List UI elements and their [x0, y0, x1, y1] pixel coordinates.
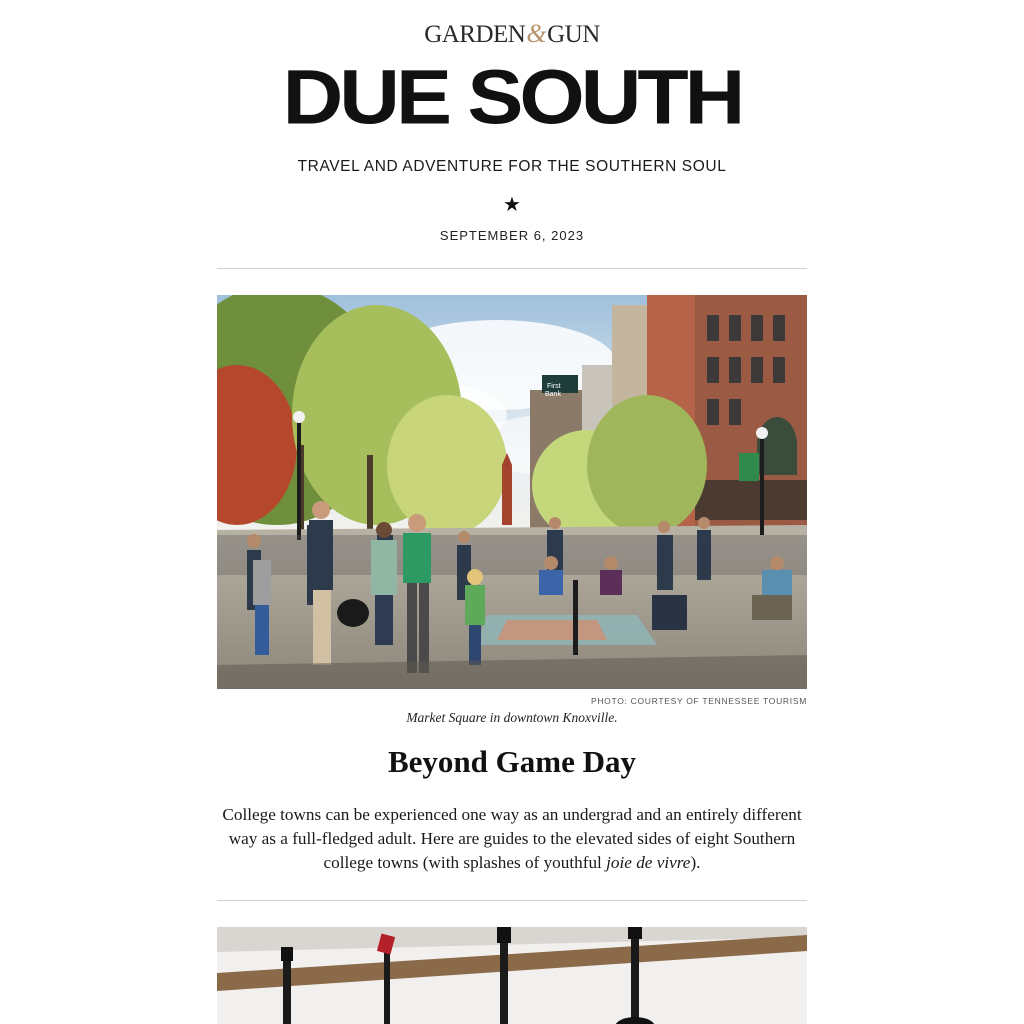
newsletter-tagline: TRAVEL AND ADVENTURE FOR THE SOUTHERN SOUL: [297, 158, 727, 175]
divider-middle: [217, 900, 807, 901]
brand-logo-left: GARDEN: [424, 21, 526, 48]
brand-logo[interactable]: [0, 18, 1024, 50]
bank-sign-line1: First: [547, 383, 561, 390]
article-headline[interactable]: Beyond Game Day: [388, 744, 636, 779]
brand-logo-right: GUN: [547, 21, 600, 48]
star-icon: ★: [503, 192, 521, 216]
article-summary-italic: joie de vivre: [606, 853, 691, 872]
article-summary-text: College towns can be experienced one way as an undergrad and an entirely different way as a full-fledged adult. Here are guides to the elevated sides of eight Southern college towns (with splashes of youthful: [222, 805, 802, 872]
issue-date: SEPTEMBER 6, 2023: [439, 228, 585, 243]
photo-caption: Market Square in downtown Knoxville.: [406, 710, 618, 725]
divider-top: [217, 268, 807, 269]
second-feature-photo[interactable]: [217, 927, 807, 1024]
photo-credit: PHOTO: COURTESY OF TENNESSEE TOURISM: [590, 696, 807, 706]
article-summary-end: ).: [690, 853, 701, 872]
brand-logo-ampersand: &: [526, 19, 547, 48]
article-summary: [217, 803, 807, 875]
bank-sign-line2: Bank: [545, 391, 561, 398]
feature-photo[interactable]: [217, 295, 807, 689]
newsletter-title: DUE SOUTH: [282, 53, 742, 140]
